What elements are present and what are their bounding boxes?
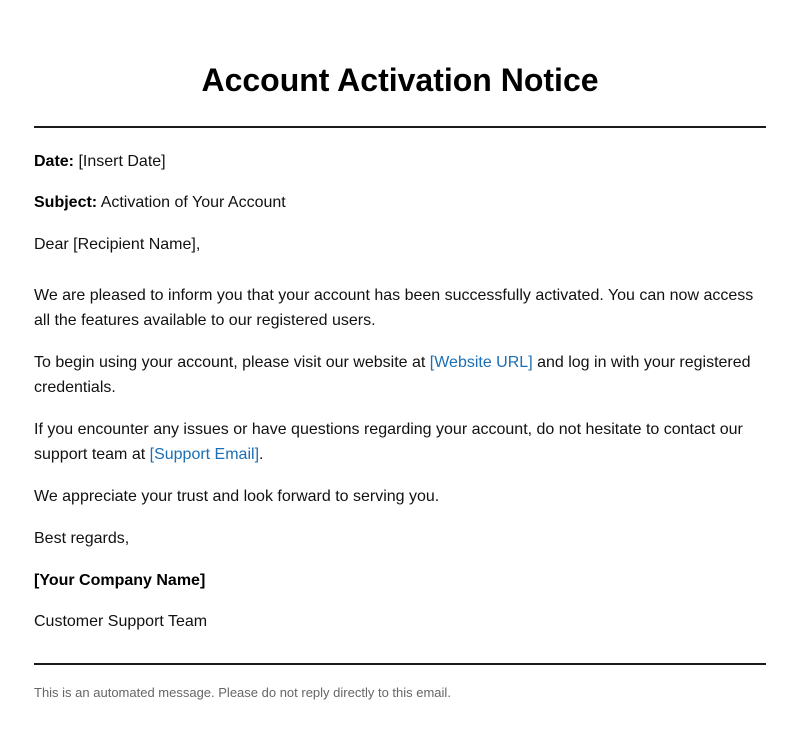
closing: Best regards, — [34, 530, 130, 547]
paragraph-website-text-after: and log in with your registered credentials. — [34, 354, 751, 396]
support-email-link[interactable]: [Support Email] — [149, 446, 260, 463]
subject-label: Subject: — [34, 194, 98, 211]
paragraph-website-text-before: To begin using your account, please visit our website at — [34, 354, 430, 371]
footer-note: This is an automated message. Please do not reply directly to this email. — [34, 685, 451, 700]
page-title: Account Activation Notice — [201, 62, 599, 98]
paragraph-activation: We are pleased to inform you that your account has been successfully activated. You can now access all the features available to our registered users. — [34, 287, 754, 329]
company-name — [34, 568, 766, 593]
footer-divider — [34, 663, 766, 665]
company-name-text: [Your Company Name] — [34, 572, 206, 589]
paragraph-support — [34, 417, 766, 467]
paragraph-support-text-before: If you encounter any issues or have questions regarding your account, do not hesitate to contact our support team at — [34, 421, 743, 463]
header-divider — [34, 126, 766, 128]
greeting: Dear [Recipient Name], — [34, 236, 201, 253]
date-label: Date: — [34, 153, 75, 170]
date-line — [34, 149, 766, 174]
subject-line — [34, 190, 766, 215]
paragraph-appreciation: We appreciate your trust and look forward to serving you. — [34, 488, 440, 505]
team-name: Customer Support Team — [34, 613, 208, 630]
subject-value: Activation of Your Account — [100, 194, 286, 211]
website-url-link[interactable]: [Website URL] — [429, 354, 533, 371]
paragraph-support-text-after: . — [259, 446, 264, 463]
date-value: [Insert Date] — [78, 153, 166, 170]
paragraph-website — [34, 350, 766, 400]
